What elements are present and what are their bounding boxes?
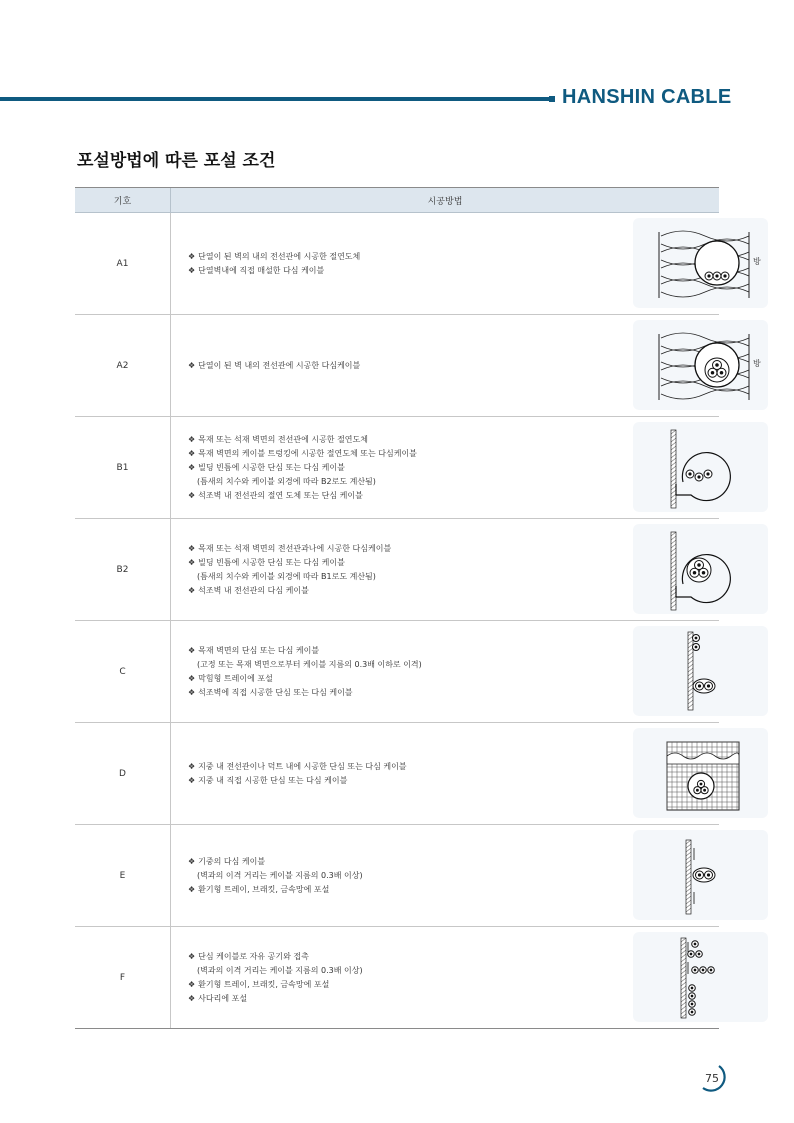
description-text: 사다리에 포설 bbox=[198, 993, 248, 1003]
method-description bbox=[171, 213, 548, 314]
header-code: 기호 bbox=[75, 188, 171, 212]
description-line bbox=[188, 570, 548, 584]
table-row bbox=[75, 315, 761, 417]
method-figure-cell bbox=[548, 519, 719, 620]
method-code: B2 bbox=[75, 519, 171, 620]
header-rule bbox=[0, 97, 552, 101]
description-text: 석조벽 내 전선관의 다심 케이블 bbox=[198, 585, 309, 595]
description-text: 목재 또는 석재 벽면의 전선관에 시공한 절연도체 bbox=[198, 434, 368, 444]
diamond-bullet-icon: ❖ bbox=[188, 687, 196, 697]
table-row bbox=[75, 519, 719, 621]
method-description bbox=[171, 723, 548, 824]
description-text: 지중 내 전선관이나 덕트 내에 시공한 단심 또는 다심 케이블 bbox=[198, 761, 407, 771]
description-text: 빌딩 빈틈에 시공한 단심 또는 다심 케이블 bbox=[198, 462, 345, 472]
description-line bbox=[188, 433, 548, 447]
diamond-bullet-icon: ❖ bbox=[188, 490, 196, 500]
cable-installation-diagram-icon bbox=[633, 320, 768, 410]
cable-installation-diagram-icon bbox=[633, 422, 768, 512]
diamond-bullet-icon: ❖ bbox=[188, 543, 196, 553]
description-text: 목재 벽면의 케이블 트렁킹에 시공한 절연도체 또는 다심케이블 bbox=[198, 448, 417, 458]
description-text: 단심 케이블로 자유 공기와 접촉 bbox=[198, 951, 309, 961]
description-line bbox=[188, 584, 548, 598]
description-text: 목재 또는 석재 벽면의 전선관과나에 시공한 다심케이블 bbox=[198, 543, 392, 553]
table-header bbox=[75, 188, 719, 213]
description-line bbox=[188, 644, 548, 658]
method-description bbox=[171, 621, 548, 722]
description-line bbox=[188, 556, 548, 570]
cable-installation-diagram-icon bbox=[633, 218, 768, 308]
method-description bbox=[171, 825, 548, 926]
description-line bbox=[188, 359, 548, 373]
diamond-bullet-icon: ❖ bbox=[188, 585, 196, 595]
method-code: F bbox=[75, 927, 171, 1028]
description-text: 단열이 된 벽 내의 전선관에 시공한 다심케이블 bbox=[198, 360, 361, 370]
table-row bbox=[75, 825, 719, 927]
method-figure-cell bbox=[548, 825, 719, 926]
description-line bbox=[188, 461, 548, 475]
diamond-bullet-icon: ❖ bbox=[188, 673, 196, 683]
installation-diagram bbox=[633, 320, 768, 410]
description-line bbox=[188, 686, 548, 700]
diamond-bullet-icon: ❖ bbox=[188, 775, 196, 785]
description-text: 석조벽 내 전선관의 절연 도체 또는 단심 케이블 bbox=[198, 490, 363, 500]
description-line bbox=[188, 264, 548, 278]
installation-diagram bbox=[633, 830, 768, 920]
method-figure-cell bbox=[548, 213, 761, 314]
description-text: 기중의 다심 케이블 bbox=[198, 856, 266, 866]
cable-installation-diagram-icon bbox=[633, 728, 768, 818]
method-code: E bbox=[75, 825, 171, 926]
description-text: 막힘형 트레이에 포설 bbox=[198, 673, 273, 683]
method-code: C bbox=[75, 621, 171, 722]
diamond-bullet-icon: ❖ bbox=[188, 557, 196, 567]
method-description bbox=[171, 315, 548, 416]
table-row bbox=[75, 417, 719, 519]
installation-diagram bbox=[633, 524, 768, 614]
diamond-bullet-icon: ❖ bbox=[188, 462, 196, 472]
page-title: 포설방법에 따른 포설 조건 bbox=[77, 151, 276, 171]
description-text: 환기형 트레이, 브래킷, 금속망에 포설 bbox=[198, 979, 330, 989]
table-row bbox=[75, 621, 719, 723]
method-figure-cell bbox=[548, 315, 761, 416]
description-text: (벽과의 이격 거리는 케이블 지름의 0.3배 이상) bbox=[197, 965, 363, 975]
description-text: 환기형 트레이, 브래킷, 금속망에 포설 bbox=[198, 884, 330, 894]
diamond-bullet-icon: ❖ bbox=[188, 645, 196, 655]
method-code: B1 bbox=[75, 417, 171, 518]
installation-diagram bbox=[633, 218, 768, 308]
installation-diagram bbox=[633, 422, 768, 512]
description-text: 빌딩 빈틈에 시공한 단심 또는 다심 케이블 bbox=[198, 557, 345, 567]
description-line bbox=[188, 950, 548, 964]
description-line bbox=[188, 992, 548, 1006]
description-text: 단열이 된 벽의 내의 전선관에 시공한 절연도체 bbox=[198, 251, 361, 261]
description-text: 지중 내 직접 시공한 단심 또는 다심 케이블 bbox=[198, 775, 348, 785]
diamond-bullet-icon: ❖ bbox=[188, 448, 196, 458]
diamond-bullet-icon: ❖ bbox=[188, 265, 196, 275]
description-line bbox=[188, 672, 548, 686]
table-row bbox=[75, 723, 719, 825]
description-text: 단열벽내에 직접 매설한 다심 케이블 bbox=[198, 265, 325, 275]
description-line bbox=[188, 542, 548, 556]
description-text: (고정 또는 목재 벽면으로부터 케이블 지름의 0.3배 이하로 이격) bbox=[197, 659, 422, 669]
diamond-bullet-icon: ❖ bbox=[188, 993, 196, 1003]
diamond-bullet-icon: ❖ bbox=[188, 951, 196, 961]
cable-installation-diagram-icon bbox=[633, 626, 768, 716]
description-line bbox=[188, 658, 548, 672]
header-rule-end bbox=[549, 96, 555, 102]
method-figure-cell bbox=[548, 417, 719, 518]
method-description bbox=[171, 519, 548, 620]
diamond-bullet-icon: ❖ bbox=[188, 856, 196, 866]
method-description bbox=[171, 927, 548, 1028]
method-code: A2 bbox=[75, 315, 171, 416]
method-code: A1 bbox=[75, 213, 171, 314]
description-line bbox=[188, 978, 548, 992]
figure-label: 방 bbox=[753, 359, 761, 368]
page-number-badge bbox=[697, 1063, 727, 1093]
installation-diagram bbox=[633, 728, 768, 818]
cable-installation-diagram-icon bbox=[633, 830, 768, 920]
installation-diagram bbox=[633, 626, 768, 716]
description-text: 석조벽에 직접 시공한 단심 또는 다심 케이블 bbox=[198, 687, 353, 697]
diamond-bullet-icon: ❖ bbox=[188, 979, 196, 989]
description-line bbox=[188, 964, 548, 978]
cable-installation-diagram-icon bbox=[633, 932, 768, 1022]
figure-label: 방 bbox=[753, 257, 761, 266]
description-line bbox=[188, 447, 548, 461]
description-line bbox=[188, 855, 548, 869]
description-line bbox=[188, 774, 548, 788]
table-body bbox=[75, 213, 761, 1028]
page-number: 75 bbox=[705, 1071, 719, 1085]
description-line bbox=[188, 760, 548, 774]
diamond-bullet-icon: ❖ bbox=[188, 761, 196, 771]
description-text: (틈새의 치수와 케이블 외경에 따라 B2로도 계산됨) bbox=[197, 476, 376, 486]
method-figure-cell bbox=[548, 723, 719, 824]
table-row bbox=[75, 213, 761, 315]
cable-installation-diagram-icon bbox=[633, 524, 768, 614]
diamond-bullet-icon: ❖ bbox=[188, 360, 196, 370]
description-line bbox=[188, 250, 548, 264]
header-method: 시공방법 bbox=[427, 196, 463, 207]
description-line bbox=[188, 883, 548, 897]
description-text: (틈새의 치수와 케이블 외경에 따라 B1로도 계산됨) bbox=[197, 571, 376, 581]
description-line bbox=[188, 869, 548, 883]
diamond-bullet-icon: ❖ bbox=[188, 434, 196, 444]
description-line bbox=[188, 475, 548, 489]
method-description bbox=[171, 417, 548, 518]
diamond-bullet-icon: ❖ bbox=[188, 251, 196, 261]
description-text: (벽과의 이격 거리는 케이블 지름의 0.3배 이상) bbox=[197, 870, 363, 880]
brand-name: HANSHIN CABLE bbox=[562, 86, 732, 108]
installation-method-table bbox=[75, 187, 761, 1029]
table-row bbox=[75, 927, 719, 1028]
installation-diagram bbox=[633, 932, 768, 1022]
method-figure-cell bbox=[548, 621, 719, 722]
description-line bbox=[188, 489, 548, 503]
diamond-bullet-icon: ❖ bbox=[188, 884, 196, 894]
method-code: D bbox=[75, 723, 171, 824]
method-figure-cell bbox=[548, 927, 719, 1028]
description-text: 목재 벽면의 단심 또는 다심 케이블 bbox=[198, 645, 320, 655]
